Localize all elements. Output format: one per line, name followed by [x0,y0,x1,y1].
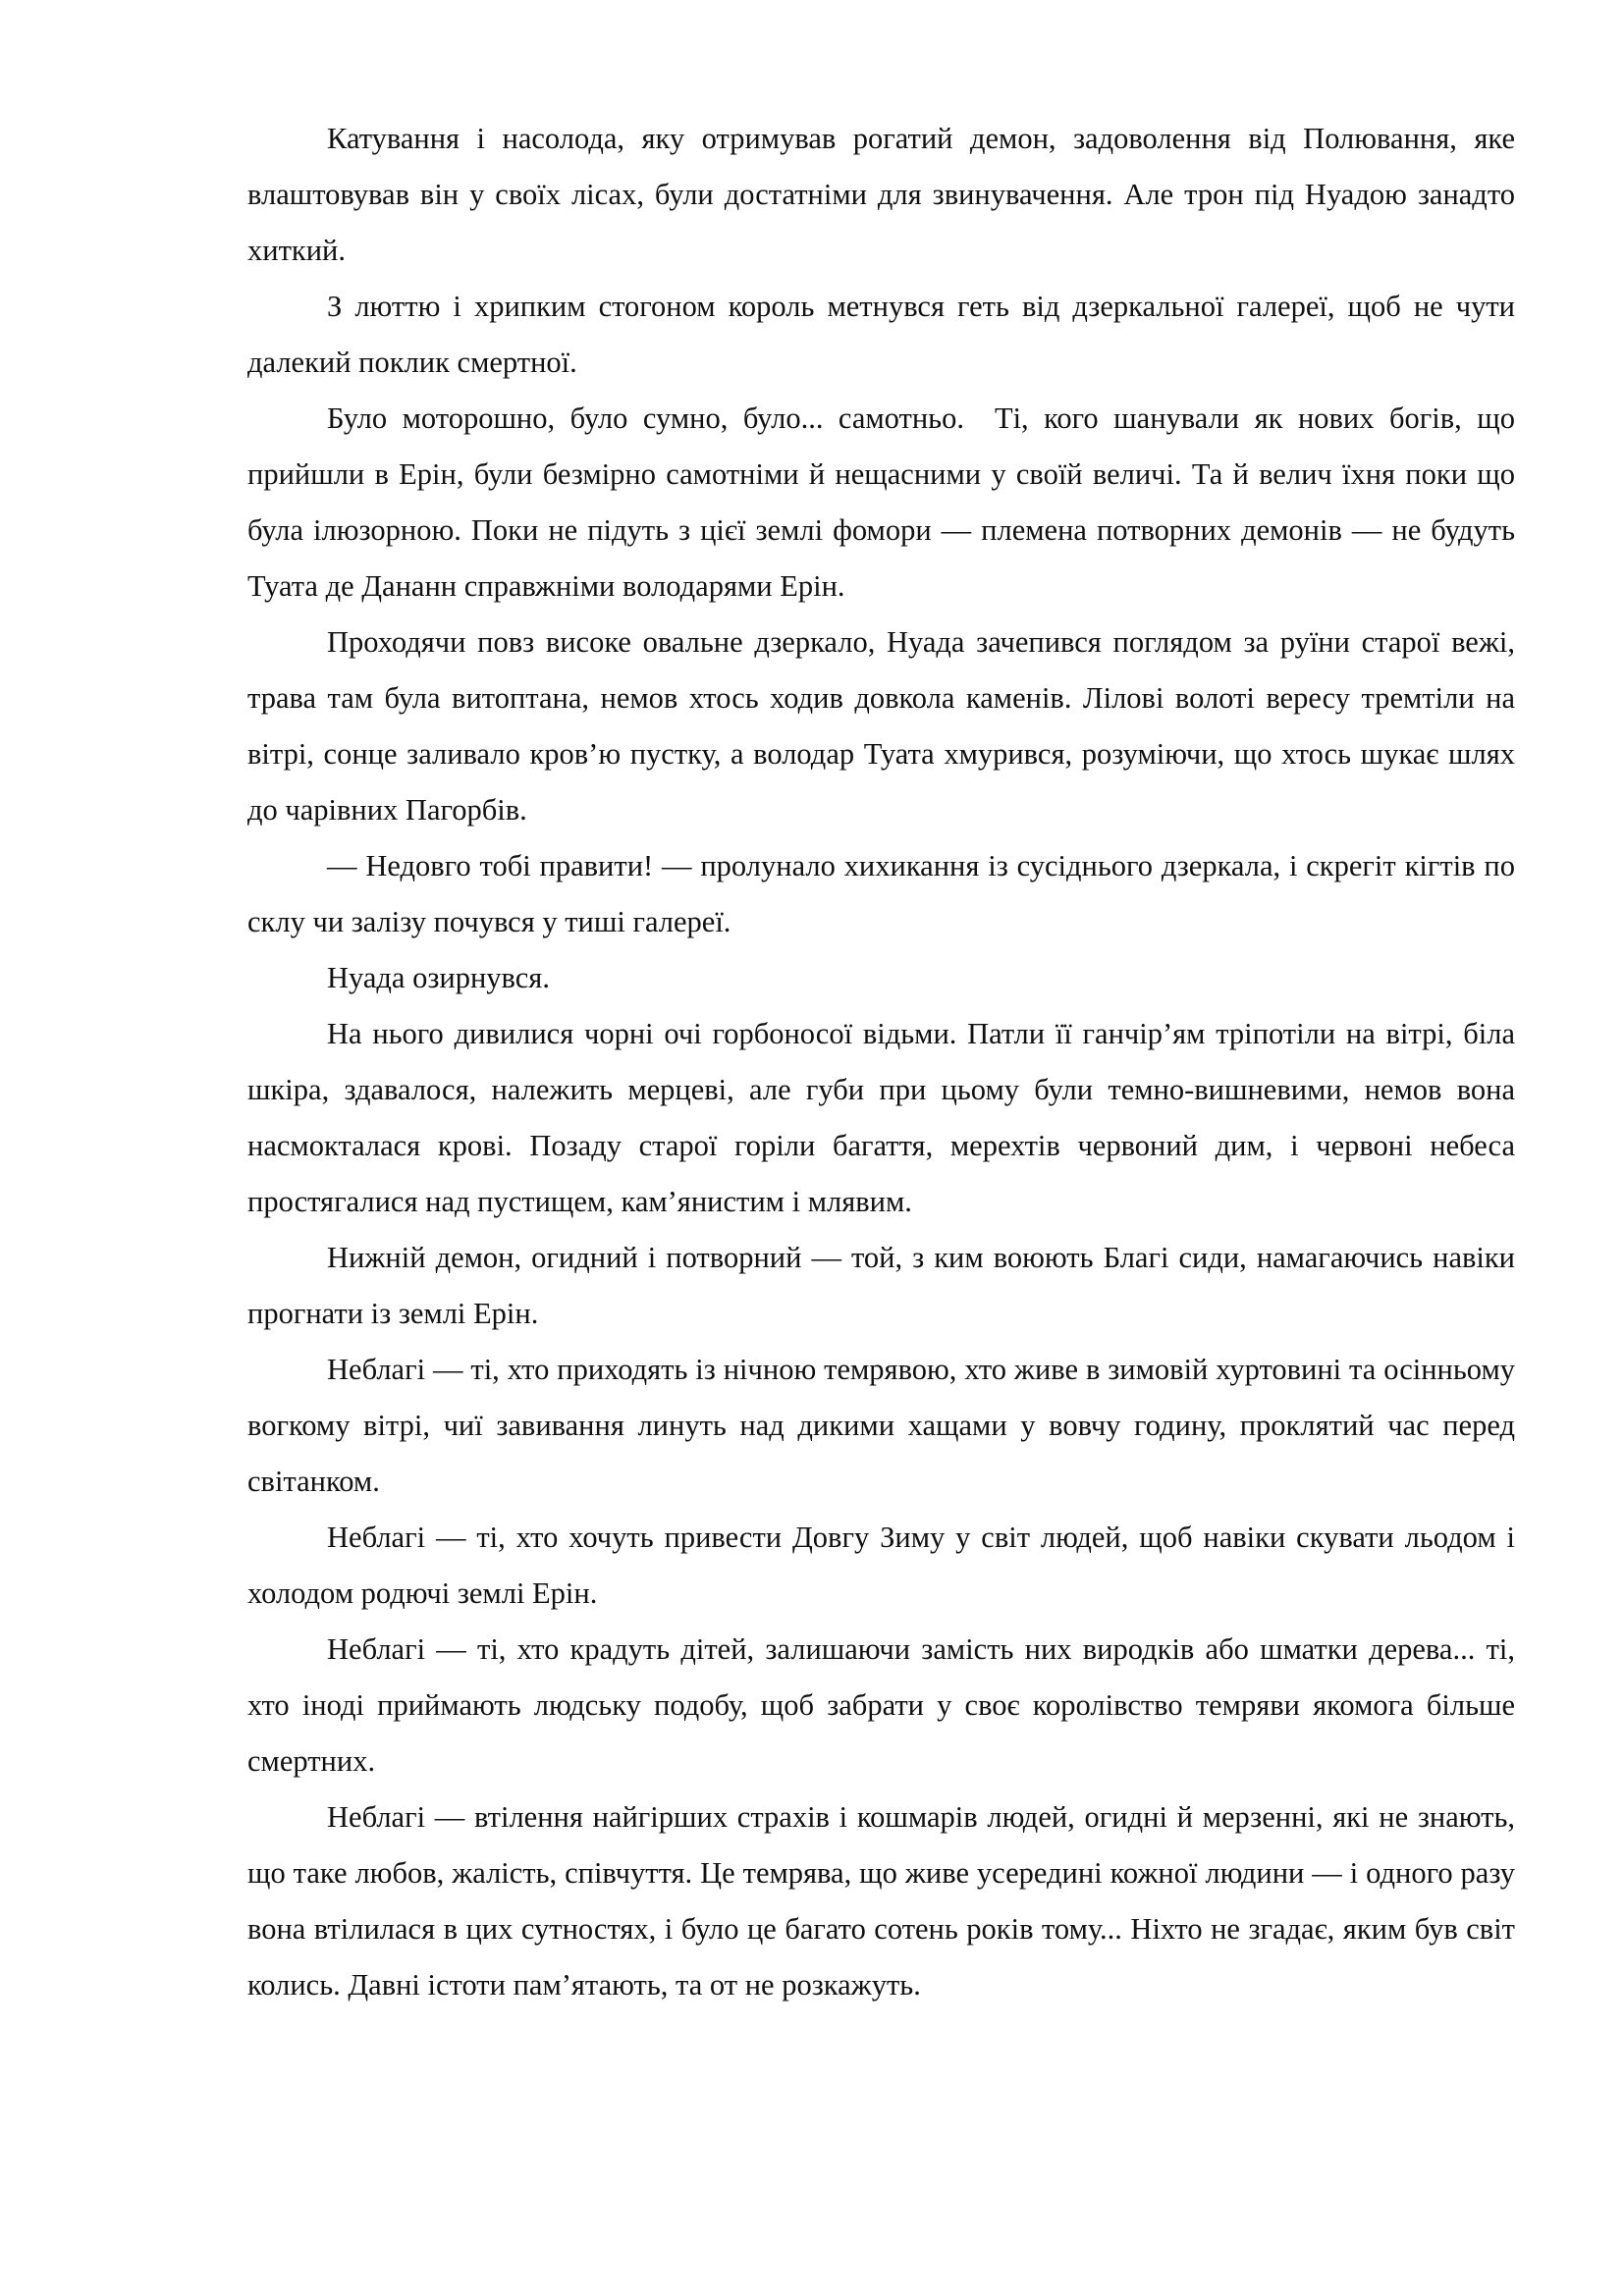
paragraph: Неблагі — ті, хто крадуть дітей, залишаючи замість них виродків або шматки дерева... ті, хто іноді приймають людську подобу, щоб забрати у своє королівство темряви якомога більше смертних. [247,1632,1523,1778]
paragraph: Проходячи повз високе овальне дзеркало, Нуада зачепився поглядом за руїни старої вежі, трава там була витоптана, немов хтось ходив довкола каменів. Лілові волоті вересу тремтіли на вітрі, сонце заливало кров’ю пустку, а володар Туата хмурився, розуміючи, що хтось шукає шлях до чарівних Пагорбів. [247,625,1523,827]
paragraph: Нижній демон, огидний і потворний — той, з ким воюють Благі сиди, намагаючись навіки прогнати із землі Ерін. [247,1241,1523,1330]
paragraph: Катування і насолода, яку отримував рогатий демон, задоволення від Полювання, яке влаштовував він у своїх лісах, були достатніми для звинувачення. Але трон під Нуадою занадто хиткий. [247,122,1523,267]
paragraph: Нуада озирнувся. [327,961,550,994]
paragraph: Було моторошно, було сумно, було... самотньо. Ті, кого шанували як нових богів, що прийшли в Ерін, були безмірно самотніми й нещасними у своїй величі. Та й велич їхня поки що була ілюзорною. Поки не підуть з цієї землі фомори — племена потворних демонів — не будуть Туата де Дананн справжніми володарями Ерін. [247,401,1523,603]
paragraph: З люттю і хрипким стогоном король метнувся геть від дзеркальної галереї, щоб не чути далекий поклик смертної. [247,290,1523,379]
body-text [247,111,1523,2013]
paragraph: Неблагі — втілення найгірших страхів і кошмарів людей, огидні й мерзенні, які не знають, що таке любов, жалість, співчуття. Це темрява, що живе усередині кожної людини — і одного разу вона втілилася в цих сутностях, і було це багато сотень років тому... Ніхто не згадає, яким був світ колись. Давні істоти пам’ятають, та от не розкажуть. [247,1800,1523,2002]
paragraph: Неблагі — ті, хто хочуть привести Довгу Зиму у світ людей, щоб навіки скувати льодом і холодом родючі землі Ерін. [247,1521,1523,1610]
paragraph: — Недовго тобі правити! — пролунало хихикання із сусіднього дзеркала, і скрегіт кігтів по склу чи залізу почувся у тиші галереї. [247,849,1523,938]
paragraph: На нього дивилися чорні очі горбоносої відьми. Патли її ганчір’ям тріпотіли на вітрі, біла шкіра, здавалося, належить мерцеві, але губи при цьому були темно-вишневими, немов вона насмокталася крові. Позаду старої горіли багаття, мерехтів червоний дим, і червоні небеса простягалися над пустищем, кам’янистим і млявим. [247,1017,1523,1218]
paragraph: Неблагі — ті, хто приходять із нічною темрявою, хто живе в зимовій хуртовині та осінньому вогкому вітрі, чиї завивання линуть над дикими хащами у вовчу годину, проклятий час перед світанком. [247,1353,1523,1498]
